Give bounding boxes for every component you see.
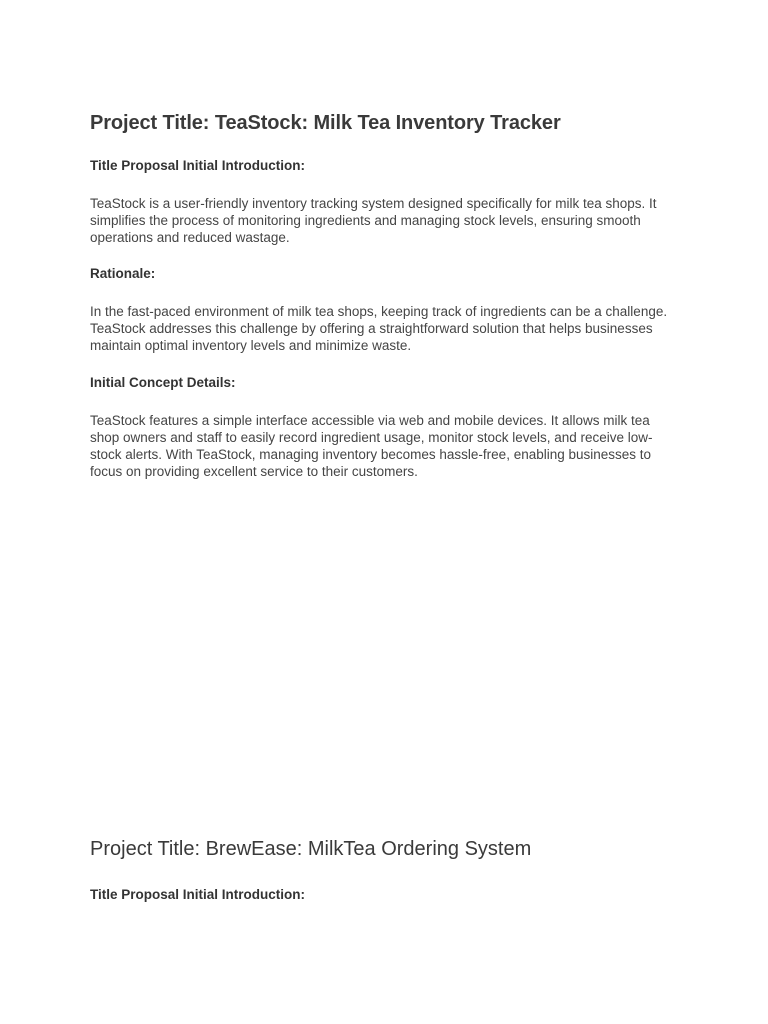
rationale-paragraph: In the fast-paced environment of milk tea shops, keeping track of ingredients can be a challenge. TeaStock addresses this challenge by offering a straightforward solution that helps businesses maintain optimal inventory levels and minimize waste. <box>90 304 668 353</box>
concept-heading: Initial Concept Details: <box>90 375 236 390</box>
concept-paragraph: TeaStock features a simple interface accessible via web and mobile devices. It allows milk tea shop owners and staff to easily record ingredient usage, monitor stock levels, and receive low-stock alerts. With TeaStock, managing inventory becomes hassle-free, enabling businesses to focus on providing excellent service to their customers. <box>90 413 653 479</box>
intro-paragraph: TeaStock is a user-friendly inventory tracking system designed specifically for milk tea shops. It simplifies the process of monitoring ingredients and managing stock levels, ensuring smooth operations and reduced wastage. <box>90 196 657 245</box>
intro-heading-2: Title Proposal Initial Introduction: <box>90 887 306 902</box>
rationale-heading: Rationale: <box>90 266 156 281</box>
intro-heading: Title Proposal Initial Introduction: <box>90 158 306 173</box>
project-title-teastock: Project Title: TeaStock: Milk Tea Inventory Tracker <box>90 112 561 134</box>
project-title-brewease: Project Title: BrewEase: MilkTea Ordering System <box>90 838 532 860</box>
